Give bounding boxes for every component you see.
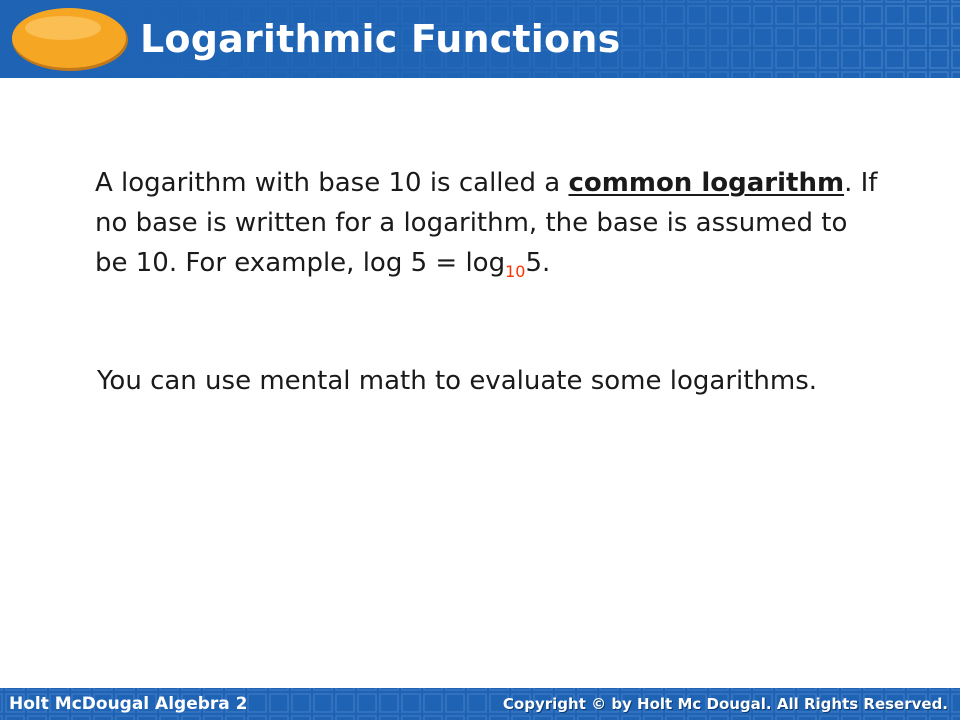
log-base-subscript: 10 (505, 262, 526, 281)
definition-text-continued: . If no base is written for a logarithm, the base is assumed to be 10. For example, log 5 = log (95, 168, 878, 278)
logo-oval-icon (8, 4, 132, 74)
footer-copyright: Copyright © by Holt Mc Dougal. All Rights Reserved. (502, 695, 948, 713)
page-title: Logarithmic Functions (140, 17, 621, 61)
mental-math-paragraph: You can use mental math to evaluate some logarithms. (97, 366, 818, 396)
footer-book-title: Holt McDougal Algebra 2 (9, 694, 248, 714)
definition-text: A logarithm with base 10 is called a (95, 168, 569, 198)
definition-paragraph (95, 163, 885, 283)
vocabulary-term: common logarithm (568, 168, 845, 198)
definition-text-end: 5. (525, 248, 551, 278)
footer-banner (0, 688, 960, 720)
header-banner (0, 0, 960, 78)
